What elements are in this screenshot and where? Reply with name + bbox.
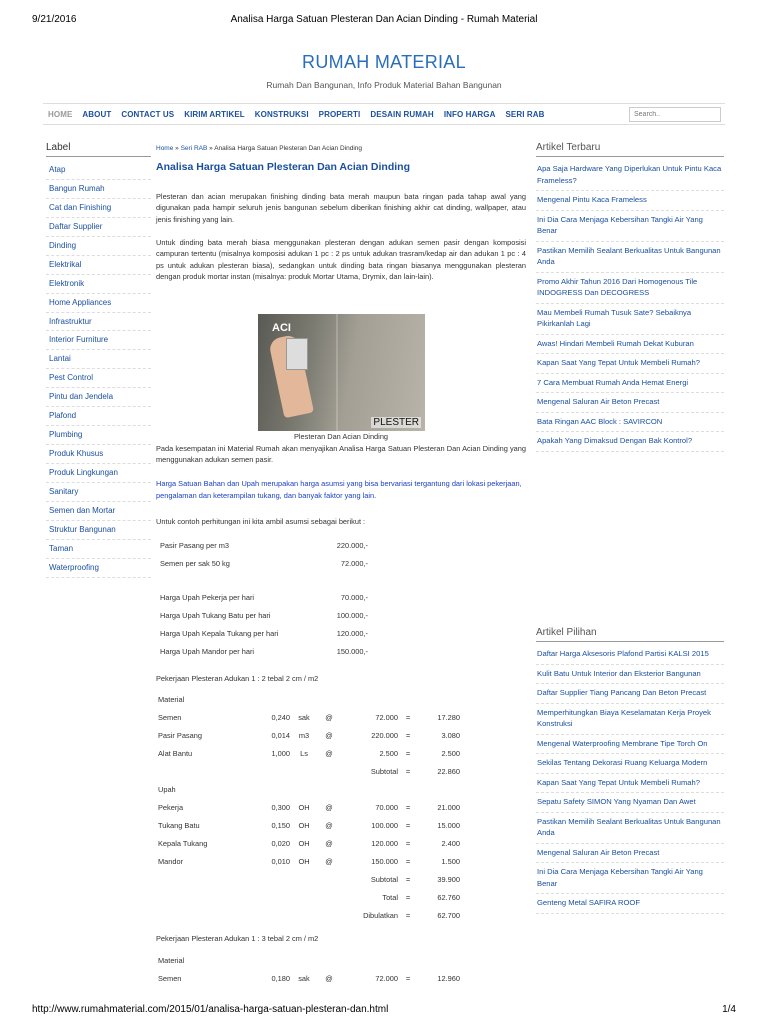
cell-unit (290, 762, 318, 780)
cell-eq: = (405, 856, 411, 866)
label-item-sanitary[interactable]: Sanitary (46, 483, 151, 502)
price-item: Semen per sak 50 kg (160, 558, 230, 568)
price-item: Harga Upah Pekerja per hari (160, 592, 255, 602)
label-item-elektrikal[interactable]: Elektrikal (46, 256, 151, 275)
cell-name: Semen (158, 973, 182, 983)
price-row (158, 554, 370, 572)
cell-unit: m3 (298, 730, 310, 740)
search-input[interactable] (629, 107, 721, 122)
cell-eq: = (405, 730, 411, 740)
price-value: 100.000,- (336, 610, 368, 620)
table-row (158, 798, 460, 816)
price-row (158, 536, 370, 554)
material-price-table (158, 536, 370, 572)
print-footer (32, 1004, 736, 1018)
cell-total: 15.000 (437, 820, 460, 830)
label-item-semen-dan-mortar[interactable]: Semen dan Mortar (46, 502, 151, 521)
cell-at: @ (325, 973, 333, 983)
price-value: 70.000,- (340, 592, 368, 602)
cell-coef (256, 762, 290, 780)
cell-total (418, 780, 460, 798)
price-value: 220.000,- (336, 540, 368, 550)
cell-unit (290, 951, 318, 969)
cell-at: @ (325, 730, 333, 740)
cell-name (158, 870, 256, 888)
nav-item-home[interactable]: HOME (48, 109, 73, 119)
table-row (158, 888, 460, 906)
article-link[interactable]: Kapan Saat Yang Tepat Untuk Membeli Rumah? (536, 354, 724, 374)
cell-at (318, 906, 340, 924)
cell-unit (290, 690, 318, 708)
nav-item-properti[interactable]: PROPERTI (318, 109, 361, 119)
cell-coef (256, 780, 290, 798)
cell-coef (256, 906, 290, 924)
cell-unit (290, 906, 318, 924)
print-header (32, 14, 736, 28)
label-item-infrastruktur[interactable]: Infrastruktur (46, 313, 151, 332)
labor-price-table (158, 588, 370, 660)
article-link[interactable]: Pastikan Memilih Sealant Berkualitas Untuk Bangunan Anda (536, 813, 724, 844)
cell-eq: = (405, 973, 411, 983)
cell-total: 22.860 (437, 766, 460, 776)
cell-eq: = (405, 766, 411, 776)
cell-eq: = (405, 748, 411, 758)
label-item-interior-furniture[interactable]: Interior Furniture (46, 331, 151, 350)
cell-at: @ (325, 712, 333, 722)
cell-total (418, 951, 460, 969)
label-item-produk-lingkungan[interactable]: Produk Lingkungan (46, 464, 151, 483)
table-row (158, 870, 460, 888)
cell-name (158, 762, 256, 780)
cell-unit: sak (298, 973, 310, 983)
cell-total: 21.000 (437, 802, 460, 812)
cell-total: 1.500 (441, 856, 460, 866)
cell-at (318, 888, 340, 906)
cell-eq: = (405, 802, 411, 812)
table-row (158, 834, 460, 852)
article-link[interactable]: Mengenal Saluran Air Beton Precast (536, 844, 724, 864)
site-title[interactable]: RUMAH MATERIAL (302, 52, 466, 72)
price-note: Harga Satuan Bahan dan Upah merupakan harga asumsi yang bisa bervariasi tergantung dari lokasi pekerjaan, pengalaman dan keterampilan tukang, dan banyak faktor yang lain. (156, 479, 522, 500)
table-row (158, 690, 460, 708)
cell-total (418, 690, 460, 708)
post-content (156, 145, 526, 983)
label-item-bangun-rumah[interactable]: Bangun Rumah (46, 180, 151, 199)
cell-name: Material (158, 694, 185, 704)
cell-eq: = (405, 892, 411, 902)
picks-heading: Artikel Pilihan (536, 627, 724, 642)
label-item-dinding[interactable]: Dinding (46, 237, 151, 256)
article-link[interactable]: Daftar Harga Aksesoris Plafond Partisi KALSI 2015 (536, 645, 724, 665)
nav-item-desain-rumah[interactable]: DESAIN RUMAH (370, 109, 434, 119)
article-link[interactable]: Promo Akhir Tahun 2016 Dari Homogenous Tile INDOGRESS Dan DECOGRESS (536, 273, 724, 304)
nav-item-seri-rab[interactable]: SERI RAB (505, 109, 545, 119)
price-item: Harga Upah Kepala Tukang per hari (160, 628, 279, 638)
article-link[interactable]: Mengenal Pintu Kaca Frameless (536, 191, 724, 211)
label-item-lantai[interactable]: Lantai (46, 350, 151, 369)
label-item-waterproofing[interactable]: Waterproofing (46, 559, 151, 578)
cell-unit: OH (298, 838, 310, 848)
table-row (158, 726, 460, 744)
cell-unit (290, 780, 318, 798)
cell-coef: 0,020 (271, 838, 290, 848)
nav-item-about[interactable]: ABOUT (82, 109, 112, 119)
cell-at (318, 870, 340, 888)
trowel-graphic (286, 338, 308, 370)
cell-price: 150.000 (371, 856, 398, 866)
picked-articles (536, 627, 724, 914)
price-value: 120.000,- (336, 628, 368, 638)
cell-coef (256, 690, 290, 708)
cell-price: 100.000 (371, 820, 398, 830)
cost-analysis-table (158, 951, 460, 987)
price-value: 72.000,- (340, 558, 368, 568)
label-heading: Label (46, 142, 151, 157)
cell-coef: 0,300 (271, 802, 290, 812)
label-item-plumbing[interactable]: Plumbing (46, 426, 151, 445)
post-title[interactable]: Analisa Harga Satuan Plesteran Dan Acian Dinding (156, 161, 411, 173)
latest-heading: Artikel Terbaru (536, 142, 724, 157)
print-page-number: 1/4 (722, 1004, 736, 1015)
article-link[interactable]: Memperhitungkan Biaya Keselamatan Kerja Proyek Konstruksi (536, 704, 724, 735)
cell-at (318, 780, 340, 798)
cell-at (318, 951, 340, 969)
section-title: Pekerjaan Plesteran Adukan 1 : 2 tebal 2 cm / m2 (156, 674, 319, 683)
article-link[interactable]: Awas! Hindari Membeli Rumah Dekat Kuburan (536, 335, 724, 355)
cell-unit (290, 870, 318, 888)
image-label-plester: PLESTER (373, 417, 419, 428)
table-row (158, 951, 460, 969)
plaster-image (258, 314, 425, 431)
cell-total: 62.700 (437, 910, 460, 920)
cell-total: 2.500 (441, 748, 460, 758)
paragraph-intro: Plesteran dan acian merupakan finishing dinding bata merah maupun bata ringan pada tahap awal yang digunakan pada hampir seluruh jenis bangunan sebelum diberikan finishing akhir cat dinding, wallpaper, atau jenis finishing yang lain. (156, 192, 526, 224)
cell-at: @ (325, 820, 333, 830)
cell-price: Subtotal (370, 766, 398, 776)
article-link[interactable]: Mengenal Waterproofing Membrane Tipe Torch On (536, 735, 724, 755)
article-link[interactable]: Sepatu Safety SIMON Yang Nyaman Dan Awet (536, 793, 724, 813)
cell-coef (256, 870, 290, 888)
cell-total: 62.760 (437, 892, 460, 902)
cell-at: @ (325, 838, 333, 848)
cell-name: Mandor (158, 856, 184, 866)
cell-name: Alat Bantu (158, 748, 193, 758)
cell-price: 72.000 (375, 973, 398, 983)
price-item: Harga Upah Tukang Batu per hari (160, 610, 271, 620)
article-link[interactable]: Ini Dia Cara Menjaga Kebersihan Tangki Air Yang Benar (536, 211, 724, 242)
cell-price: Subtotal (370, 874, 398, 884)
label-item-cat-dan-finishing[interactable]: Cat dan Finishing (46, 199, 151, 218)
label-item-pintu-dan-jendela[interactable]: Pintu dan Jendela (46, 388, 151, 407)
article-link[interactable]: Bata Ringan AAC Block : SAVIRCON (536, 413, 724, 433)
cell-name (158, 888, 256, 906)
breadcrumb-separator: » (175, 145, 179, 152)
breadcrumb-seri-rab[interactable]: Seri RAB (180, 145, 208, 152)
cell-unit: OH (298, 856, 310, 866)
paragraph-mortar: Untuk dinding bata merah biasa menggunakan plesteran dengan adukan semen pasir dengan komposisi campuran tertentu (misalnya komposisi adukan 1 pc : 2 ps untuk adukan trasram/kedap air dan adukan 1 pc : 4 ps untuk adukan plesteran biasa), sedangkan untuk dinding bata ringan biasanya menggunakan plesteran dengan produk mortar instan (misalnya: produk Mortar Utama, Drymix, dan lain-lain). (156, 238, 526, 281)
table-row (158, 969, 460, 987)
price-row (158, 624, 370, 642)
article-link[interactable]: Apa Saja Hardware Yang Diperlukan Untuk Pintu Kaca Frameless? (536, 160, 724, 191)
image-label-aci: ACI (272, 322, 291, 334)
nav-item-kirim-artikel[interactable]: KIRIM ARTIKEL (184, 109, 245, 119)
article-link[interactable]: Daftar Supplier Tiang Pancang Dan Beton Precast (536, 684, 724, 704)
table-row (158, 762, 460, 780)
cell-coef (256, 951, 290, 969)
cell-price: 70.000 (375, 802, 398, 812)
price-row (158, 606, 370, 624)
article-link[interactable]: Genteng Metal SAFIRA ROOF (536, 894, 724, 914)
section-title: Pekerjaan Plesteran Adukan 1 : 3 tebal 2 cm / m2 (156, 934, 319, 943)
cell-price: 220.000 (371, 730, 398, 740)
cell-at (318, 762, 340, 780)
cell-name (158, 906, 256, 924)
cell-total: 12.960 (437, 973, 460, 983)
label-item-home-appliances[interactable]: Home Appliances (46, 294, 151, 313)
latest-articles (536, 142, 724, 452)
cell-price: 120.000 (371, 838, 398, 848)
cell-coef: 0,014 (271, 730, 290, 740)
cell-unit: Ls (300, 748, 308, 758)
table-row (158, 780, 460, 798)
cell-price: Total (382, 892, 398, 902)
cell-coef: 0,150 (271, 820, 290, 830)
main-nav (43, 103, 725, 125)
table-row (158, 852, 460, 870)
cell-eq (398, 780, 418, 798)
cell-total: 2.400 (441, 838, 460, 848)
cell-unit: OH (298, 820, 310, 830)
article-link[interactable]: 7 Cara Membuat Rumah Anda Hemat Energi (536, 374, 724, 394)
price-item: Harga Upah Mandor per hari (160, 646, 255, 656)
cell-eq: = (405, 712, 411, 722)
article-link[interactable]: Mengenal Saluran Air Beton Precast (536, 393, 724, 413)
cell-name: Tukang Batu (158, 820, 200, 830)
cell-at (318, 690, 340, 708)
breadcrumb-separator: » (209, 145, 213, 152)
cell-eq: = (405, 874, 411, 884)
site-description: Rumah Dan Bangunan, Info Produk Material Bahan Bangunan (266, 80, 502, 90)
label-item-struktur-bangunan[interactable]: Struktur Bangunan (46, 521, 151, 540)
table-row (158, 744, 460, 762)
breadcrumb (156, 145, 526, 155)
cell-coef: 0,240 (271, 712, 290, 722)
label-item-produk-khusus[interactable]: Produk Khusus (46, 445, 151, 464)
cell-name: Upah (158, 784, 176, 794)
cell-name: Material (158, 955, 185, 965)
table-row (158, 906, 460, 924)
table-row (158, 816, 460, 834)
image-caption: Plesteran Dan Acian Dinding (293, 432, 389, 441)
cell-price: Dibulatkan (363, 910, 398, 920)
paragraph-presentation: Pada kesempatan ini Material Rumah akan menyajikan Analisa Harga Satuan Plesteran Dan Acian Dinding yang menggunakan adukan semen pasir. (156, 444, 526, 465)
table-row (158, 708, 460, 726)
price-row (158, 588, 370, 606)
cell-coef: 0,010 (271, 856, 290, 866)
cell-total: 17.280 (437, 712, 460, 722)
cell-price (340, 690, 398, 708)
price-item: Pasir Pasang per m3 (160, 540, 230, 550)
cell-price: 72.000 (375, 712, 398, 722)
label-sidebar (46, 142, 151, 578)
article-link[interactable]: Pastikan Memilih Sealant Berkualitas Untuk Bangunan Anda (536, 242, 724, 273)
cell-coef (256, 888, 290, 906)
cell-unit: OH (298, 802, 310, 812)
breadcrumb-home[interactable]: Home (156, 145, 174, 152)
article-link[interactable]: Kulit Batu Untuk Interior dan Eksterior Bangunan (536, 665, 724, 685)
cell-price (340, 780, 398, 798)
label-item-taman[interactable]: Taman (46, 540, 151, 559)
cell-at: @ (325, 748, 333, 758)
cell-at: @ (325, 802, 333, 812)
article-link[interactable]: Kapan Saat Yang Tepat Untuk Membeli Rumah? (536, 774, 724, 794)
price-row (158, 642, 370, 660)
label-item-elektronik[interactable]: Elektronik (46, 275, 151, 294)
cell-coef: 0,180 (271, 973, 290, 983)
breadcrumb-current: Analisa Harga Satuan Plesteran Dan Acian Dinding (214, 145, 363, 152)
nav-item-contact-us[interactable]: CONTACT US (121, 109, 175, 119)
cell-price (340, 951, 398, 969)
cell-total: 39.900 (437, 874, 460, 884)
cell-total: 3.080 (441, 730, 460, 740)
label-item-pest-control[interactable]: Pest Control (46, 369, 151, 388)
cell-eq (398, 690, 418, 708)
cell-eq: = (405, 910, 411, 920)
nav-item-info-harga[interactable]: INFO HARGA (443, 109, 496, 119)
cell-price: 2.500 (379, 748, 398, 758)
cell-name: Pekerja (158, 802, 184, 812)
label-item-atap[interactable]: Atap (46, 161, 151, 180)
print-url: http://www.rumahmaterial.com/2015/01/analisa-harga-satuan-plesteran-dan.html (32, 1004, 389, 1015)
cell-name: Pasir Pasang (158, 730, 202, 740)
article-link[interactable]: Ini Dia Cara Menjaga Kebersihan Tangki Air Yang Benar (536, 863, 724, 894)
cell-name: Semen (158, 712, 182, 722)
nav-item-konstruksi[interactable]: KONSTRUKSI (254, 109, 309, 119)
cell-unit (290, 888, 318, 906)
assumption-intro: Untuk contoh perhitungan ini kita ambil asumsi sebagai berikut : (156, 517, 366, 526)
cell-unit: sak (298, 712, 310, 722)
cell-coef: 1,000 (271, 748, 290, 758)
cell-eq: = (405, 820, 411, 830)
cell-name: Kepala Tukang (158, 838, 208, 848)
article-link[interactable]: Mau Membeli Rumah Tusuk Sate? Sebaiknya Pikirkanlah Lagi (536, 304, 724, 335)
cost-analysis-table (158, 690, 460, 924)
print-page-title: Analisa Harga Satuan Plesteran Dan Acian Dinding - Rumah Material (230, 14, 538, 25)
price-value: 150.000,- (336, 646, 368, 656)
cell-at: @ (325, 856, 333, 866)
cell-eq: = (405, 838, 411, 848)
label-item-daftar-supplier[interactable]: Daftar Supplier (46, 218, 151, 237)
image-divider (336, 314, 338, 431)
cell-eq (398, 951, 418, 969)
label-item-plafond[interactable]: Plafond (46, 407, 151, 426)
article-link[interactable]: Sekilas Tentang Dekorasi Ruang Keluarga Modern (536, 754, 724, 774)
print-date: 9/21/2016 (32, 14, 77, 25)
article-link[interactable]: Apakah Yang Dimaksud Dengan Bak Kontrol? (536, 432, 724, 452)
